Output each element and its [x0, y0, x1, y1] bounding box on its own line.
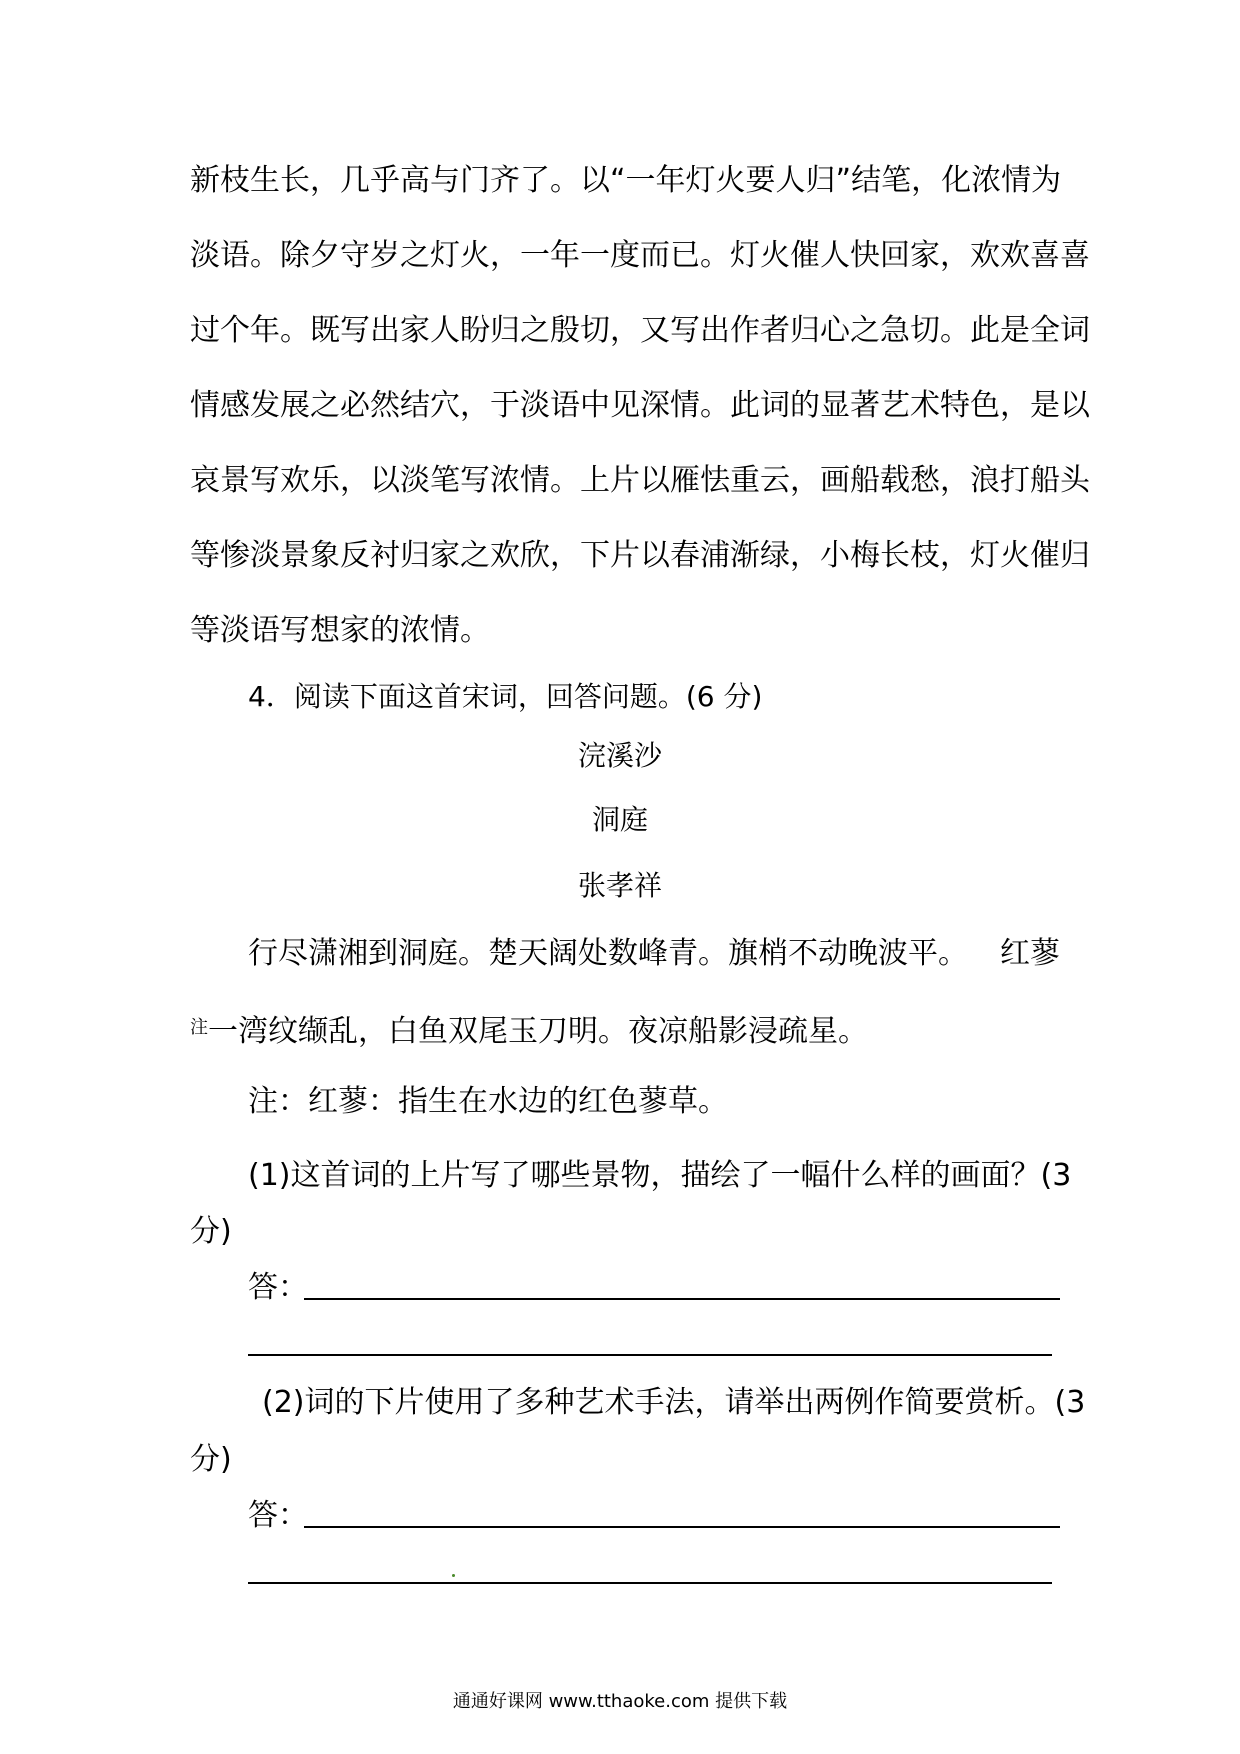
poem-title: 浣溪沙 [577, 739, 662, 772]
question-2-line-1: (2)词的下片使用了多种艺术手法，请举出两例作简要赏析。(3 [262, 1385, 1086, 1420]
page-footer: 通通好课网 www.tthaoke.com 提供下载 [452, 1691, 788, 1712]
poem-note: 注：红蓼：指生在水边的红色蓼草。 [248, 1084, 728, 1119]
passage-line-3: 过个年。既写出家人盼归之殷切，又写出作者归心之急切。此是全词 [190, 313, 1090, 348]
poem-subtitle: 洞庭 [591, 803, 648, 836]
passage-line-2: 淡语。除夕守岁之灯火，一年一度而已。灯火催人快回家，欢欢喜喜 [190, 238, 1090, 273]
answer-1-blank-line-2[interactable] [248, 1354, 1052, 1356]
passage-line-5: 哀景写欢乐，以淡笔写浓情。上片以雁怯重云，画船载愁，浪打船头 [190, 463, 1090, 498]
poem-line-1 [248, 934, 1060, 974]
answer-2-blank-line-2[interactable] [248, 1582, 1052, 1584]
stray-mark [452, 1574, 455, 1577]
passage-line-7: 等淡语写想家的浓情。 [190, 613, 490, 648]
poem-line-1-end: 红蓼 [1000, 936, 1060, 971]
answer-2-label: 答： [248, 1498, 308, 1533]
question-2-line-2: 分) [190, 1442, 232, 1477]
answer-1-label: 答： [248, 1270, 308, 1305]
answer-1-blank-line-1[interactable] [304, 1298, 1060, 1300]
passage-line-4: 情感发展之必然结穴，于淡语中见深情。此词的显著艺术特色，是以 [190, 388, 1090, 423]
question-4-prompt: 4．阅读下面这首宋词，回答问题。(6 分) [248, 680, 763, 713]
passage-line-1: 新枝生长，几乎高与门齐了。以“一年灯火要人归”结笔，化浓情为 [190, 163, 1062, 198]
poem-author: 张孝祥 [577, 869, 662, 902]
answer-2-blank-line-1[interactable] [304, 1526, 1060, 1528]
question-1-line-1: (1)这首词的上片写了哪些景物，描绘了一幅什么样的画面？(3 [248, 1158, 1072, 1193]
passage-line-6: 等惨淡景象反衬归家之欢欣，下片以春浦渐绿，小梅长枝，灯火催归 [190, 538, 1090, 573]
poem-line-2 [190, 1008, 1060, 1052]
poem-line-1-text: 行尽潇湘到洞庭。楚天阔处数峰青。旗梢不动晚波平。 [248, 936, 968, 971]
note-marker: 注 [190, 1017, 208, 1038]
question-1-line-2: 分) [190, 1214, 232, 1249]
poem-line-2-text: 一湾纹缬乱，白鱼双尾玉刀明。夜凉船影浸疏星。 [208, 1014, 868, 1049]
